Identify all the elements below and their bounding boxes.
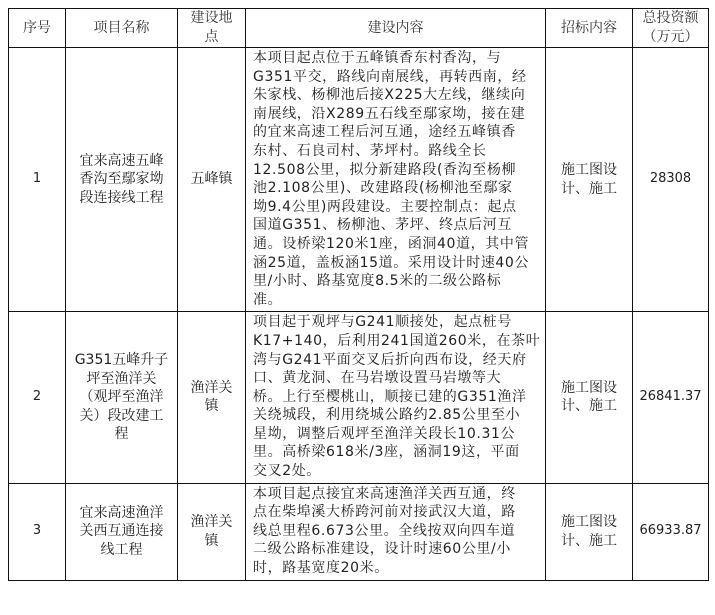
cell-investment-line: 28308 <box>649 171 692 187</box>
cell-index <box>9 483 66 580</box>
cell-location-line: 渔洋关 <box>190 514 233 531</box>
cell-bid <box>546 48 633 312</box>
cell-content-line: 12.508公里，拟分新建路段(香沟至杨柳 <box>253 161 517 178</box>
cell-content <box>246 483 546 580</box>
cell-investment-line: 66933.87 <box>639 523 702 539</box>
cell-bid-line: 施工图设 <box>561 162 617 179</box>
cell-content-line: 项目起于观坪与G241顺接处，起点桩号 <box>253 314 512 331</box>
cell-index-line: 2 <box>32 389 42 405</box>
project-table <box>8 8 709 581</box>
cell-project-name-line: 线工程 <box>100 541 143 558</box>
cell-project-name-line: 关）段改建工 <box>79 407 164 424</box>
cell-project-name <box>66 483 178 580</box>
cell-project-name <box>66 48 178 312</box>
cell-content-line: 准。 <box>253 291 283 308</box>
cell-content-line: 口、黄龙洞、在马岩墩设置马岩墩等大 <box>253 370 502 387</box>
cell-content-line: 里。高桥梁618米/3座，涵洞19这，平面 <box>253 444 520 461</box>
cell-content-line: 东村、石良司村、茅坪村。路线全长 <box>253 142 487 159</box>
cell-project-name-line: 香沟至鄢家坳 <box>79 171 164 188</box>
cell-location <box>178 483 246 580</box>
cell-project-name-line: 段连接线工程 <box>79 189 164 206</box>
cell-content-line: 时，路基宽度20米。 <box>253 560 389 577</box>
cell-bid-line: 施工图设 <box>561 514 617 531</box>
header-location <box>178 9 246 48</box>
table-row <box>9 312 709 483</box>
cell-content-line: 交叉2处。 <box>253 463 321 480</box>
cell-content-line: 线总里程6.673公里。全线按双向四车道 <box>253 522 516 539</box>
cell-content-line: 湾与G241平面交叉后折向西布设，经天府 <box>253 351 527 368</box>
cell-content-line: K17+140，后利用241国道260米，在茶叶 <box>253 332 541 349</box>
header-investment <box>633 9 709 48</box>
header-index: 序号 <box>9 9 66 48</box>
cell-bid-line: 施工图设 <box>561 379 617 396</box>
cell-content-line: 星坳，调整后观坪至渔洋关段长10.31公 <box>253 425 516 442</box>
cell-bid <box>546 483 633 580</box>
cell-investment <box>633 48 709 312</box>
header-name: 项目名称 <box>66 9 178 48</box>
cell-content-line: 南展线，沿X289五石线至鄢家坳，接在建 <box>253 105 526 122</box>
cell-project-name-line: 坪至渔洋关 <box>86 370 157 387</box>
cell-content-line: 国道G351、杨柳池、茅坪、终点后河互 <box>253 217 512 234</box>
cell-location-line: 镇 <box>204 398 219 415</box>
cell-location <box>178 48 246 312</box>
table-row <box>9 48 709 312</box>
cell-bid-line: 计、施工 <box>561 532 617 549</box>
cell-content-line: 坳9.4公里)两段建设。主要控制点：起点 <box>253 198 517 215</box>
cell-content-line: 二级公路标准建设，设计时速60公里/小 <box>253 541 511 558</box>
cell-content-line: 的宜来高速工程后河互通，途经五峰镇香 <box>253 124 516 141</box>
cell-content-line: 池2.108公里)、改建路段(杨柳池至鄢家 <box>253 180 513 197</box>
cell-investment <box>633 483 709 580</box>
cell-content-line: 本项目起点位于五峰镇香东村香沟，与 <box>253 50 502 66</box>
header-investment-line: 总投资额 <box>642 10 699 27</box>
header-row <box>9 9 709 48</box>
cell-project-name <box>66 312 178 483</box>
cell-content-line: 涵25道，盖板涵15道。采用设计时速40公 <box>253 254 530 271</box>
cell-index-line: 3 <box>32 523 42 539</box>
cell-bid-line: 计、施工 <box>561 180 617 197</box>
cell-content-line: 桥。上行至樱桃山，顺接已建的G351渔洋 <box>253 388 527 405</box>
header-location-line: 点 <box>204 29 219 45</box>
cell-bid <box>546 312 633 483</box>
cell-content-line: 朱家栈、杨柳池后接X225大左线，继续向 <box>253 87 526 104</box>
cell-project-name-line: （观坪至渔洋 <box>79 389 164 406</box>
cell-location <box>178 312 246 483</box>
cell-location-line: 五峰镇 <box>190 171 233 188</box>
cell-content <box>246 48 546 312</box>
header-content: 建设内容 <box>246 9 546 48</box>
cell-location-line: 渔洋关 <box>190 379 233 396</box>
header-bid: 招标内容 <box>546 9 633 48</box>
cell-bid-line: 计、施工 <box>561 398 617 415</box>
cell-content-line: 里/小时、路基宽度8.5米的二级公路标 <box>253 273 502 290</box>
cell-content <box>246 312 546 483</box>
cell-index <box>9 48 66 312</box>
cell-content-line: 关绕城段，利用绕城公路约2.85公里至小 <box>253 407 521 424</box>
cell-project-name-line: 关西互通连接 <box>79 523 164 540</box>
cell-project-name-line: 程 <box>114 426 129 443</box>
cell-content-line: G351平交，路线向南展线，再转西南，经 <box>253 68 527 85</box>
cell-project-name-line: 宜来高速渔洋 <box>79 504 164 521</box>
cell-investment <box>633 312 709 483</box>
cell-investment-line: 26841.37 <box>639 389 702 405</box>
cell-index <box>9 312 66 483</box>
header-location-line: 建设地 <box>190 10 233 27</box>
cell-content-line: 本项目起点接宜来高速渔洋关西互通，终 <box>253 485 516 502</box>
cell-content-line: 通。设桥梁120米1座，函洞40道，其中管 <box>253 235 530 252</box>
cell-location-line: 镇 <box>204 532 219 549</box>
cell-project-name-line: 宜来高速五峰 <box>79 152 164 169</box>
header-investment-line: （万元） <box>642 29 699 45</box>
cell-project-name-line: G351五峰升子 <box>74 352 169 368</box>
cell-content-line: 点在柴埠溪大桥跨河前对接武汉大道，路 <box>253 504 516 521</box>
cell-index-line: 1 <box>32 171 42 187</box>
table-row <box>9 483 709 580</box>
